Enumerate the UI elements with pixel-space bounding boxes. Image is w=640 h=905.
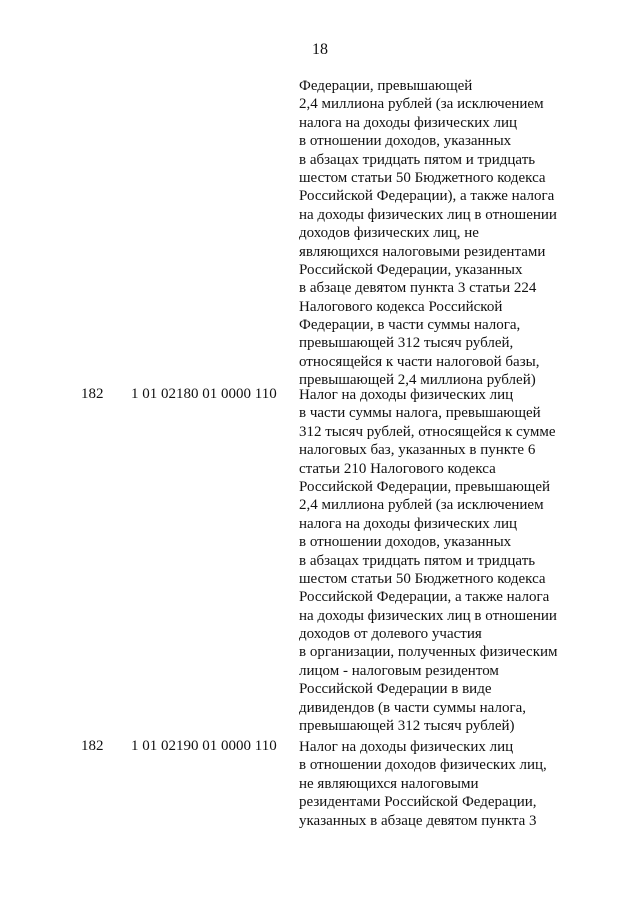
text-line: на доходы физических лиц в отношении xyxy=(299,607,557,624)
text-line: в отношении доходов, указанных xyxy=(299,534,512,551)
text-line: являющихся налоговыми резидентами xyxy=(299,243,546,260)
text-line: Федерации, превышающей xyxy=(299,78,473,94)
text-line: превышающей 312 тысяч рублей, xyxy=(299,335,514,352)
text-line: налоговых баз, указанных в пункте 6 xyxy=(299,442,536,459)
text-line: в абзацах тридцать пятом и тридцать xyxy=(299,552,536,569)
text-line: превышающей 312 тысяч рублей) xyxy=(299,718,515,735)
text-line: статьи 210 Налогового кодекса xyxy=(299,460,496,477)
text-line: Российской Федерации, превышающей xyxy=(299,478,551,495)
text-line: налога на доходы физических лиц xyxy=(299,515,518,532)
text-line: доходов физических лиц, не xyxy=(299,225,479,242)
income-description xyxy=(299,738,599,830)
text-line: резидентами Российской Федерации, xyxy=(299,794,537,811)
text-line: Налог на доходы физических лиц xyxy=(299,739,514,755)
text-line: Российской Федерации), а также налога xyxy=(299,188,555,205)
text-line: Российской Федерации, указанных xyxy=(299,261,523,278)
text-line: Российской Федерации в виде xyxy=(299,681,492,698)
text-line: в абзацах тридцать пятом и тридцать xyxy=(299,151,536,168)
text-line: в части суммы налога, превышающей xyxy=(299,405,541,422)
text-line: Федерации, в части суммы налога, xyxy=(299,317,521,334)
text-line: относящейся к части налоговой базы, xyxy=(299,353,540,370)
text-line: превышающей 2,4 миллиона рублей) xyxy=(299,372,536,389)
budget-classification-code: 1 01 02180 01 0000 110 xyxy=(131,386,277,402)
admin-code: 182 xyxy=(81,386,104,402)
text-line: в отношении доходов, указанных xyxy=(299,133,512,150)
income-description xyxy=(299,386,599,735)
text-line: 2,4 миллиона рублей (за исключением xyxy=(299,497,544,514)
text-line: лицом - налоговым резидентом xyxy=(299,662,499,679)
text-line: в отношении доходов физических лиц, xyxy=(299,757,547,774)
text-line: указанных в абзаце девятом пункта 3 xyxy=(299,812,537,829)
text-line: доходов от долевого участия xyxy=(299,626,482,643)
budget-classification-code: 1 01 02190 01 0000 110 xyxy=(131,738,277,754)
text-line: налога на доходы физических лиц xyxy=(299,114,518,131)
text-line: дивидендов (в части суммы налога, xyxy=(299,699,527,716)
text-line: Налогового кодекса Российской xyxy=(299,298,503,315)
text-line: на доходы физических лиц в отношении xyxy=(299,206,557,223)
text-line: шестом статьи 50 Бюджетного кодекса xyxy=(299,570,546,587)
text-line: 312 тысяч рублей, относящейся к сумме xyxy=(299,423,556,440)
text-line: Российской Федерации, а также налога xyxy=(299,589,550,606)
text-line: 2,4 миллиона рублей (за исключением xyxy=(299,96,544,113)
continued-description xyxy=(299,77,599,390)
text-line: в абзаце девятом пункта 3 статьи 224 xyxy=(299,280,537,297)
text-line: не являющихся налоговыми xyxy=(299,775,479,792)
admin-code: 182 xyxy=(81,738,104,754)
page-number: 18 xyxy=(312,41,328,58)
text-line: Налог на доходы физических лиц xyxy=(299,387,514,403)
text-line: шестом статьи 50 Бюджетного кодекса xyxy=(299,169,546,186)
text-line: в организации, полученных физическим xyxy=(299,644,558,661)
